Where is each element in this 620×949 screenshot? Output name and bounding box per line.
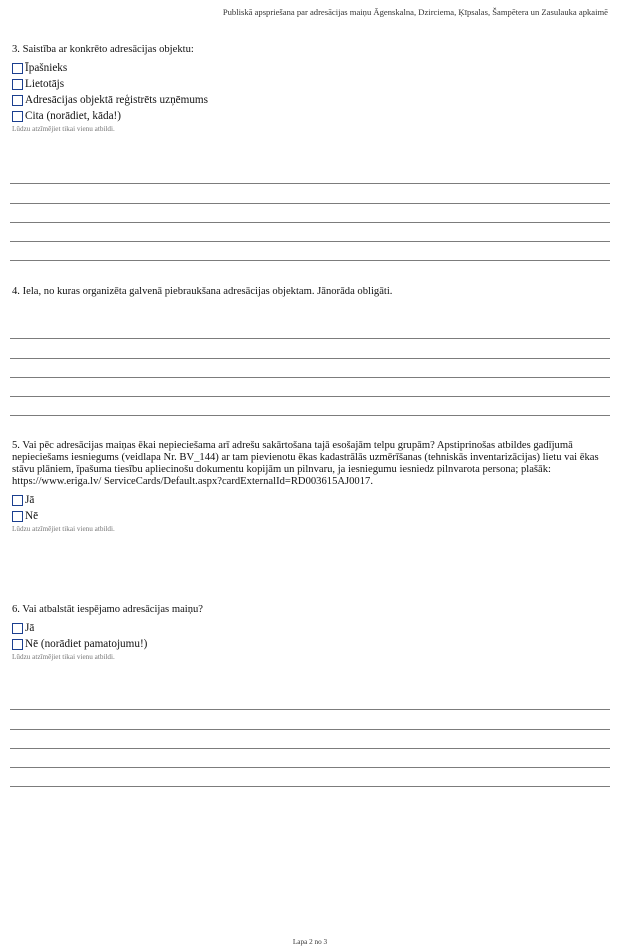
answer-line[interactable] [10, 339, 610, 358]
answer-line[interactable] [10, 204, 610, 223]
question-6-hint: Lūdzu atzīmējiet tikai vienu atbildi. [12, 653, 115, 661]
question-6-answer-lines[interactable] [10, 691, 610, 787]
option-yes[interactable] [12, 620, 608, 636]
page-header: Publiskā apspriešana par adresācijas maiņu Āgenskalna, Dzirciema, Ķīpsalas, Šampētera un Zasulauka apkaimē [222, 7, 608, 17]
answer-line[interactable] [10, 359, 610, 378]
question-3-title: 3. Saistība ar konkrēto adresācijas objektu: [12, 44, 194, 55]
question-5-hint: Lūdzu atzīmējiet tikai vienu atbildi. [12, 525, 115, 533]
option-owner[interactable] [12, 60, 608, 76]
question-3-hint: Lūdzu atzīmējiet tikai vienu atbildi. [12, 125, 115, 133]
answer-line[interactable] [10, 397, 610, 416]
option-no-with-reason-label: Nē (norādiet pamatojumu!) [25, 638, 148, 650]
option-company[interactable] [12, 92, 608, 108]
answer-line[interactable] [10, 691, 610, 710]
question-4 [12, 286, 608, 298]
option-other-label: Cita (norādiet, kāda!) [25, 110, 121, 122]
answer-line[interactable] [10, 749, 610, 768]
option-user[interactable] [12, 76, 608, 92]
question-5-title: 5. Vai pēc adresācijas maiņas ēkai nepieciešama arī adrešu sakārtošana tajā esošajām telpu grupām? Apstiprinošas atbildes gadījumā nepieciešams iesniegums (veidlapa Nr. BV_144) ar tam pievienotu ēkas kadastrālās uzmērīšanas (tehniskās inventarizācijas) lietu vai ēkas stāvu plāniem, īpašuma tiesību apliecinošu dokumentu kopijām un pilnvaru, ja iesniegumu iesniedz pilnvarota persona; plašāk: https://www.eriga.lv/ ServiceCards/Default.aspx?cardExternalId=RD003615AJ0017. [12, 440, 599, 487]
page-number: Lapa 2 no 3 [292, 938, 328, 946]
question-4-answer-lines[interactable] [10, 320, 610, 416]
question-3-answer-lines[interactable] [10, 165, 610, 261]
option-yes[interactable] [12, 492, 608, 508]
answer-line[interactable] [10, 378, 610, 397]
answer-line[interactable] [10, 184, 610, 203]
answer-line[interactable] [10, 710, 610, 729]
answer-line[interactable] [10, 223, 610, 242]
option-owner-label: Īpašnieks [25, 62, 68, 74]
answer-line[interactable] [10, 768, 610, 787]
option-company-label: Adresācijas objektā reģistrēts uzņēmums [25, 94, 208, 106]
checkbox-yes[interactable] [12, 623, 23, 634]
checkbox-owner[interactable] [12, 63, 23, 74]
question-4-title: 4. Iela, no kuras organizēta galvenā piebraukšana adresācijas objektam. Jānorāda obligāti. [12, 286, 393, 297]
checkbox-no-with-reason[interactable] [12, 639, 23, 650]
checkbox-company[interactable] [12, 95, 23, 106]
question-6-title: 6. Vai atbalstāt iespējamo adresācijas maiņu? [12, 604, 204, 615]
option-yes-label: Jā [25, 494, 35, 506]
answer-line[interactable] [10, 242, 610, 261]
question-3 [12, 44, 608, 133]
answer-line[interactable] [10, 730, 610, 749]
question-5 [12, 440, 608, 533]
option-no-label: Nē [25, 510, 39, 522]
question-6 [12, 604, 608, 661]
option-user-label: Lietotājs [25, 78, 65, 90]
checkbox-other[interactable] [12, 111, 23, 122]
checkbox-user[interactable] [12, 79, 23, 90]
checkbox-yes[interactable] [12, 495, 23, 506]
option-no[interactable] [12, 508, 608, 524]
option-yes-label: Jā [25, 622, 35, 634]
checkbox-no[interactable] [12, 511, 23, 522]
answer-line[interactable] [10, 165, 610, 184]
option-no-with-reason[interactable] [12, 636, 608, 652]
option-other[interactable] [12, 108, 608, 124]
answer-line[interactable] [10, 320, 610, 339]
